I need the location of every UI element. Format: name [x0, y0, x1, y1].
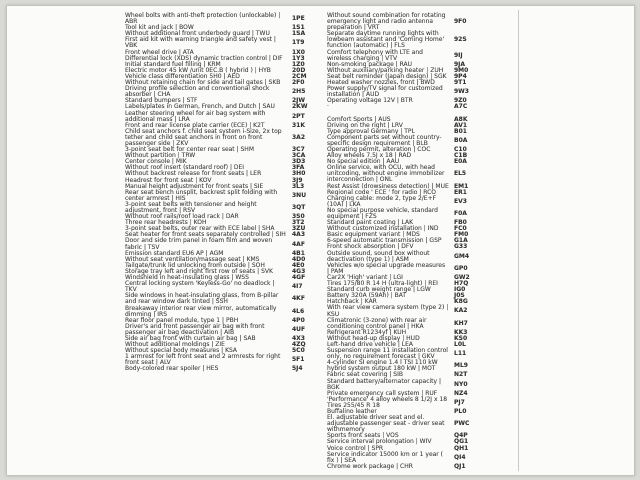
option-description: Private emergency call system | RUF [327, 389, 438, 397]
option-description: Tool kit and jack | BOW [125, 24, 194, 32]
option-description: Wheel bolts with anti-theft protection (unlockable) | ABR [125, 12, 281, 26]
option-pr-code: ER1 [454, 188, 467, 196]
option-description: Driving profile selection and conventional shock absorber | CHA [125, 85, 270, 99]
option-description: Rear floor panel module, type 1 | PBH [125, 316, 239, 324]
option-pr-code: QJ1 [454, 462, 466, 470]
option-pr-code: EM1 [454, 182, 469, 190]
option-pr-code: 4X3 [292, 334, 305, 342]
option-description: Comfort Sports | AUS [327, 115, 391, 123]
option-pr-code: C10 [454, 145, 467, 153]
option-pr-code: 3H0 [292, 170, 306, 178]
option-pr-code: 20D [292, 66, 306, 74]
option-pr-code: 5C0 [292, 347, 305, 355]
option-description: Front and rear license plate carrier (ECE) | K2T [125, 121, 265, 129]
option-pr-code: B0A [454, 136, 468, 144]
option-description: Tires 175/80 R 14 H (ultra-light) | REI [327, 280, 438, 288]
option-pr-code: 4A3 [292, 231, 305, 239]
option-description: Side air bag front with curtain air bag | SAB [125, 334, 256, 342]
option-pr-code: 3S0 [292, 213, 305, 221]
option-pr-code: J0S [454, 292, 465, 300]
option-description: Regional code ' ECE ' for radio | RCO [327, 188, 437, 196]
option-row [327, 31, 483, 49]
option-description: Type approval Germany | TPL [327, 127, 415, 135]
option-description: Door and side trim panel in foam film and woven fabric | TSV [125, 237, 273, 251]
option-pr-code: 92S [454, 36, 467, 44]
option-row [327, 305, 483, 317]
option-description: · [327, 103, 329, 111]
option-description: Basic equipment variant | MDS [327, 231, 420, 239]
option-description: Operating voltage 12V | BTR [327, 97, 413, 105]
option-pr-code: AV1 [454, 121, 468, 129]
option-description: Without additional moldings | ZIE [125, 341, 225, 349]
equipment-list-left-column [125, 13, 321, 373]
equipment-list-right-column [327, 13, 483, 470]
option-description: Service indicator 15000 km or 1 year ( fix ) | SEA [327, 450, 444, 464]
option-description: Electric motor 45 kW /unit 0EC.B ( hybrid ) | HYB [125, 66, 271, 74]
option-description: Vehicle class differentiation 5H0 | AED [125, 72, 240, 80]
option-row [125, 111, 321, 123]
option-pr-code: 3J9 [292, 176, 303, 184]
option-row [327, 379, 483, 391]
option-row [125, 129, 321, 147]
option-description: Leather steering wheel for air bag system with additional mass | LRA [125, 109, 266, 123]
option-pr-code: 5J4 [292, 365, 303, 373]
option-pr-code: K8G [454, 298, 468, 306]
option-pr-code: 31K [292, 121, 305, 129]
option-pr-code: 9T1 [454, 79, 467, 87]
option-description: Comfort telephony with LTE and wireless charging | VTV [327, 48, 423, 62]
option-row [125, 366, 321, 372]
option-description: Side windows in heat-insulating glass, from B-pillar and rear window dark tinted | SSH [125, 292, 279, 306]
option-pr-code: C1B [454, 152, 468, 160]
option-pr-code: L0L [454, 340, 466, 348]
option-description: Rear seat bench unsplit, backrest split folding with center armrest | HIS [125, 188, 278, 202]
option-description: Chrome work package | CHR [327, 462, 413, 470]
option-pr-code: PJ7 [454, 398, 465, 406]
option-description: 4-cylinder SI engine 1.4 l TSI 110 kW hybrid system output 180 kW | MOT [327, 359, 438, 373]
option-description: Car2X 'High' variant | LGI [327, 273, 403, 281]
option-description: Without partition | TRW [125, 152, 196, 160]
option-pr-code: 2F0 [292, 79, 305, 87]
option-description: Vehicles w/o special upgrade measures | PAM [327, 261, 446, 275]
option-pr-code: 4G3 [292, 267, 306, 275]
option-description: Without additional front underbody guard | TWU [125, 30, 270, 38]
option-pr-code: 2PT [292, 112, 305, 120]
option-description: Three rear headrests | KOH [125, 219, 207, 227]
option-pr-code: FC0 [454, 225, 467, 233]
option-description: Seat belt reminder (Japan design) | SGK [327, 72, 447, 80]
option-description: With rear view camera system (type 2) | KSU [327, 304, 449, 318]
option-description: 'Performance' 4 alloy wheels 8 1/2J x 18 Tires 255/45 R 18 [327, 395, 448, 409]
option-pr-code: QI4 [454, 453, 466, 461]
option-description: Component parts set without country-specific design requirement | BLB [327, 133, 442, 147]
option-pr-code: PL0 [454, 408, 467, 415]
option-pr-code: N2T [454, 371, 468, 379]
option-pr-code: ML9 [454, 362, 468, 370]
option-pr-code: 4P0 [292, 316, 305, 324]
option-description: 3-point seat belt for center rear seat | SHM [125, 146, 254, 154]
option-row [327, 415, 483, 433]
option-row [327, 318, 483, 330]
option-description: Labels/plates in German, French, and Dutch | SAU [125, 103, 275, 111]
option-description: 3-point seat belts with tensioner and height adjustment, front | RSV [125, 200, 257, 214]
option-pr-code: 4UF [292, 325, 306, 333]
option-pr-code: 9P4 [454, 72, 467, 80]
option-description: Left-hand drive vehicle | LEA [327, 340, 413, 348]
option-row [327, 251, 483, 263]
option-pr-code: F0A [454, 209, 467, 217]
option-description: Sports front seats | VOS [327, 432, 399, 440]
option-pr-code: EL5 [454, 170, 467, 178]
option-pr-code: 4AF [292, 240, 305, 248]
option-description: El. adjustable driver seat and el. adjustable passenger seat - driver seat withmemory [327, 414, 445, 434]
option-description: Separate daytime running lights with lowbeam assistant and 'Coming Home' function (automatic) | FLS [327, 30, 445, 50]
option-description: Operating permit, alteration | COC [327, 145, 431, 153]
option-pr-code: Q4P [454, 432, 468, 440]
option-pr-code: 3CA [292, 152, 306, 160]
option-pr-code: 4B1 [292, 249, 305, 257]
option-description: Climatronic (3-zone) with rear air conditioning control panel | HKA [327, 316, 427, 330]
option-description: Power supply/TV signal for customized installation | AUD [327, 85, 443, 99]
option-pr-code: 1SA [292, 30, 306, 38]
option-pr-code: GM4 [454, 252, 470, 260]
option-pr-code: EV3 [454, 197, 467, 205]
option-row [125, 37, 321, 49]
option-description: Battery 320A (59Ah) | BAT [327, 292, 407, 300]
option-pr-code: 2JW [292, 97, 306, 105]
option-pr-code: 1Z0 [292, 60, 305, 68]
option-description: Driver's and front passenger air bag with front passenger air bag deactivation | AIB [125, 322, 265, 336]
option-pr-code: KH7 [454, 319, 468, 327]
option-row [327, 104, 483, 110]
option-description: Without sound combination for rotating emergency light and radio antenna preparation | VRT [327, 12, 446, 32]
option-description: Voice control | SPR [327, 444, 384, 452]
option-description: Rest Assist (drowsiness detection) | MUE [327, 182, 449, 190]
column-separator-line [518, 10, 519, 471]
option-description: Initial standard fuel filling | KRM [125, 60, 221, 68]
option-pr-code: 4D0 [292, 255, 306, 263]
option-description: First aid kit with warning triangle and safety vest | VBK [125, 36, 276, 50]
option-pr-code: QH1 [454, 444, 469, 452]
option-description: No special purpose vehicle, standard equipment | FZS [327, 206, 438, 220]
option-description: Tailgate/trunk lid unlocking from outside | SOH [125, 261, 265, 269]
option-pr-code: 9F0 [454, 18, 467, 26]
option-pr-code: 3C7 [292, 146, 305, 154]
option-description: Buffalino leather [327, 408, 377, 415]
option-description: Without retaining chain for side and tail gates | SKB [125, 79, 281, 87]
option-row [327, 464, 483, 470]
option-pr-code: 9JA [454, 60, 466, 68]
option-pr-code: 1X0 [292, 48, 305, 56]
option-row [125, 238, 321, 250]
option-description: Service interval prolongation | WIV [327, 438, 432, 446]
option-row [327, 13, 483, 31]
option-pr-code: 5F1 [292, 356, 305, 364]
option-pr-code: E0A [454, 158, 467, 166]
option-description: Front wheel drive | ATA [125, 48, 194, 56]
option-description: 6-speed automatic transmission | GSP [327, 237, 442, 245]
option-description: Body-colored rear spoiler | HES [125, 365, 219, 373]
option-pr-code: 3D3 [292, 158, 306, 166]
option-description: Without roof insert (standard roof) | DEI [125, 164, 245, 172]
option-description: Without roof rails/roof load rack | DAR [125, 213, 239, 221]
option-description: Standard bumpers | STF [125, 97, 198, 105]
option-pr-code: FM0 [454, 231, 469, 239]
option-pr-code: B01 [454, 127, 467, 135]
option-pr-code: KA2 [454, 307, 468, 315]
option-pr-code: 1PE [292, 15, 305, 23]
option-pr-code: 1S1 [292, 24, 305, 32]
option-row [327, 50, 483, 62]
option-description: Breakaway interior rear view mirror, automatically dimming | IRS [125, 304, 277, 318]
option-pr-code: GW2 [454, 273, 470, 281]
option-description: Headrest for front seat | KOV [125, 176, 212, 184]
option-pr-code: 4L6 [292, 307, 305, 315]
option-description: Front shock absorption | DFV [327, 243, 414, 251]
option-pr-code: 2KW [292, 103, 308, 111]
option-description: Refrigerant R1234yf | KUH [327, 328, 407, 336]
option-pr-code: 3QT [292, 203, 306, 211]
option-description: Alloy wheels 7.5J x 18 | RAD [327, 152, 412, 160]
option-description: Without auxiliary/parking heater | ZUH [327, 66, 444, 74]
option-pr-code: 4E0 [292, 261, 305, 269]
option-pr-code: 3NU [292, 191, 307, 199]
option-pr-code: 4ZQ [292, 341, 306, 349]
option-pr-code: L11 [454, 350, 467, 358]
option-description: Fabric seat covering | SIB [327, 371, 403, 379]
option-pr-code: 9IJ [454, 51, 463, 59]
option-pr-code: A7C [454, 103, 468, 111]
option-pr-code: 9Z0 [454, 97, 467, 105]
option-row [125, 293, 321, 305]
option-row [125, 306, 321, 318]
option-description: Without special body measures | KSA [125, 347, 238, 355]
option-description: Outside sound, sound box without deactivation (type 1) | ASM [327, 249, 430, 263]
option-description: Heated washer nozzles, front | BWD [327, 79, 435, 87]
option-pr-code: 1Y3 [292, 54, 305, 62]
option-pr-code: IG0 [454, 286, 466, 294]
option-pr-code: H7Q [454, 280, 469, 288]
option-description: Driving on the right | LRV [327, 121, 403, 129]
option-description: Child seat anchors f. child seat system i-Size, 2x top tether and child seat anchors in front on front passenger side | ZKV [125, 127, 282, 147]
option-pr-code: 2H5 [292, 88, 306, 96]
option-description: Online service, with OCU, with head unitcoding, without engine immobilizer interconnection | ONL [327, 164, 445, 184]
option-pr-code: 3ZU [292, 225, 306, 233]
option-description: Non-smoking package | RAU [327, 60, 413, 68]
option-description: Standard paint coating | LAK [327, 219, 414, 227]
option-description: Without backrest release for front seats | LER [125, 170, 262, 178]
option-description: Manual height adjustment for front seats | SIE [125, 182, 264, 190]
option-pr-code: 3T2 [292, 219, 305, 227]
option-pr-code: FB0 [454, 219, 467, 227]
option-pr-code: G33 [454, 243, 468, 251]
option-description: No special edition | AAU [327, 158, 400, 166]
option-description: Without head-up display | HUD [327, 334, 420, 342]
option-pr-code: KS0 [454, 334, 468, 342]
option-description: Central locking system 'Keyless-Go' no deadlock | TKV [125, 280, 275, 294]
option-description: Seat heater for front seats separately controlled | SIH [125, 231, 286, 239]
option-description: Standard curb weight range | LGW [327, 286, 431, 294]
option-pr-code: A8K [454, 115, 468, 123]
option-pr-code: GP0 [454, 264, 468, 272]
option-pr-code: 3L3 [292, 182, 305, 190]
option-pr-code: 3FA [292, 164, 305, 172]
option-description: Without seat ventilation/massage seat | KMS [125, 255, 260, 263]
option-pr-code: 1T9 [292, 39, 305, 47]
option-description: Hatchback | KAR [327, 298, 377, 306]
option-description: 1 armrest for left front seat and 2 armrests for right front seat | ALV [125, 353, 281, 367]
option-pr-code: QG1 [454, 438, 469, 446]
option-pr-code: 2CM [292, 72, 307, 80]
option-description: Storage tray left and right first row of seats | SVK [125, 267, 273, 275]
option-pr-code: 9W3 [454, 88, 469, 96]
option-pr-code: NY0 [454, 380, 468, 388]
option-pr-code: 4KF [292, 295, 305, 303]
option-pr-code: NZ4 [454, 389, 468, 397]
option-pr-code: 3A2 [292, 133, 305, 141]
option-row [327, 165, 483, 183]
option-pr-code: PWC [454, 420, 470, 428]
scanned-document-page [6, 5, 635, 476]
option-pr-code: 9M0 [454, 66, 469, 74]
option-description: Differential lock (XDS) dynamic traction control | DIF [125, 54, 283, 62]
option-description: Without customized installation | IND [327, 225, 439, 233]
option-description: Emission standard EU6 AP | AGM [125, 249, 224, 257]
option-description: Standard battery/alternator capacity | BGK [327, 377, 442, 391]
option-pr-code: 4I7 [292, 283, 303, 291]
option-description: Windshield in heat-insulating glass | WSS [125, 274, 249, 282]
option-description: Charging cable: mode 2, type 2/E+F (10A) | LKA [327, 194, 437, 208]
option-description: 3-point seat belts, outer rear with ECE label | SHA [125, 225, 275, 233]
option-pr-code: G1A [454, 237, 468, 245]
option-pr-code: KK3 [454, 328, 468, 336]
option-description: Center console | MIK [125, 158, 187, 166]
option-pr-code: 4GF [292, 274, 306, 282]
option-description: Suspension range 11 installation control only, no requirement forecast | GKV [327, 347, 448, 361]
